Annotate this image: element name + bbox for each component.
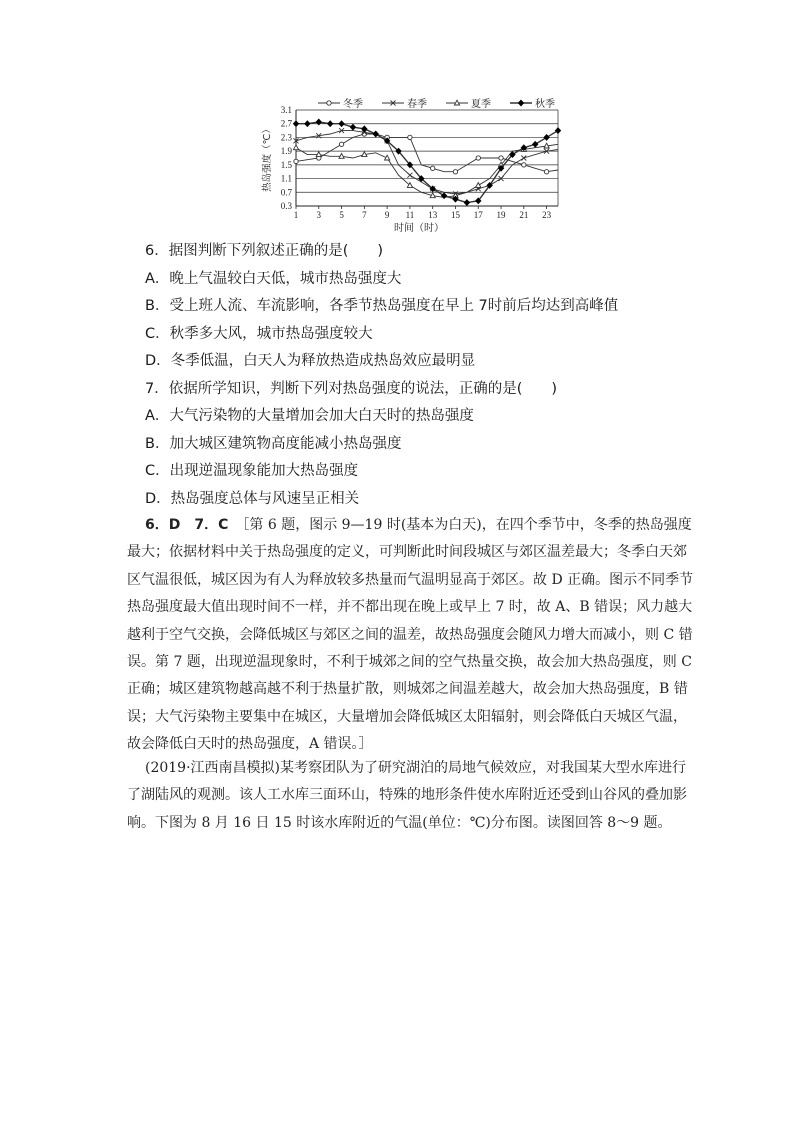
question-6-option-a: A．晚上气温较白天低，城市热岛强度大 — [145, 270, 402, 287]
series-line — [296, 122, 558, 203]
x-tick-label: 13 — [428, 210, 438, 220]
data-point — [522, 163, 526, 167]
data-point — [339, 121, 345, 127]
answer-explanation — [127, 512, 713, 759]
question-7-option-a: A．大气污染物的大量增加会加大白天时的热岛强度 — [145, 408, 474, 424]
next-question-intro — [127, 755, 717, 837]
series-1 — [294, 132, 558, 174]
y-tick-label: 1.1 — [280, 173, 292, 184]
data-point — [544, 134, 550, 140]
question-7-option-c: C．出现逆温现象能加大热岛强度 — [145, 463, 359, 479]
y-tick-label: 2.7 — [280, 118, 292, 129]
data-point — [476, 183, 481, 188]
x-tick-label: 5 — [339, 210, 344, 220]
question-6-option-c: C．秋季多大风，城市热岛强度较大 — [145, 325, 373, 342]
data-point — [327, 101, 331, 105]
question-7-option-b: B．加大城区建筑物高度能减小热岛强度 — [145, 435, 402, 452]
data-point — [555, 128, 561, 134]
data-point — [430, 166, 434, 170]
answer-line: 区气温很低，城区因为有人为释放较多热量而气温明显高于郊区。故 D 正确。图示不同季节 — [127, 571, 694, 588]
y-tick-label: 1.5 — [280, 159, 292, 170]
data-point — [373, 131, 379, 137]
answer-line: 最大；依据材料中关于热岛强度的定义，可判断此时间段城区与郊区温差最大；冬季白天郊 — [127, 544, 687, 561]
answer-line: 误。第 7 题，出现逆温现象时，不利于城郊之间的空气热量交换，故会加大热岛强度，则 C — [127, 653, 692, 670]
x-tick-label: 1 — [293, 210, 299, 220]
data-point — [518, 100, 524, 106]
data-point — [293, 121, 299, 127]
chart-svg — [258, 96, 570, 236]
legend-label: 冬季 — [343, 99, 363, 110]
data-point — [350, 124, 356, 130]
y-tick-label: 3.1 — [280, 105, 292, 115]
data-point — [441, 193, 447, 199]
data-point — [532, 141, 538, 147]
answer-line — [145, 512, 713, 539]
data-point — [294, 159, 298, 163]
legend-label: 夏季 — [471, 99, 491, 110]
x-tick-label: 23 — [542, 210, 552, 220]
answer-line: 正确；城区建筑物越高越不利于热量扩散，则城郊之间温差越大，故会加大热岛强度，B 错 — [127, 681, 688, 698]
question-6-option-d: D．冬季低温，白天人为释放热造成热岛效应最明显 — [145, 353, 476, 369]
question-6-option-b: B．受上班人流、车流影响，各季节热岛强度在早上 7时前后均达到高峰值 — [145, 298, 619, 314]
answer-line: 热岛强度最大值出现时间不一样，并不都出现在晚上或早上 7 时，故 A、B 错误；风力越大 — [127, 599, 693, 616]
y-tick-label: 1.9 — [280, 146, 292, 157]
x-tick-label: 7 — [362, 210, 367, 220]
x-tick-label: 19 — [496, 210, 506, 220]
data-point — [316, 119, 322, 125]
question-7-stem: 7．依据所学知识，判断下列对热岛强度的说法，正确的是( ) — [145, 380, 558, 397]
y-tick-label: 2.3 — [280, 132, 292, 143]
x-tick-label: 17 — [473, 210, 483, 220]
y-axis-label: 热岛强度（℃） — [262, 124, 273, 192]
y-tick-label: 0.3 — [280, 201, 292, 211]
answer-line: 故会降低白天时的热岛强度，A 错误。］ — [127, 736, 373, 753]
answer-key: 6．D 7．C — [145, 517, 229, 533]
intro-line: 了湖陆风的观测。该人工水库三面环山，特殊的地形条件使水库附近还受到山谷风的叠加影 — [127, 787, 687, 804]
intro-line: 响。下图为 8 月 16 日 15 时该水库附近的气温(单位：℃)分布图。读图回答 8～9 题。 — [127, 814, 672, 831]
data-point — [521, 156, 526, 161]
question-7-option-d: D．热岛强度总体与风速呈正相关 — [145, 490, 360, 507]
x-tick-label: 15 — [450, 210, 460, 220]
series-line — [296, 144, 558, 197]
data-point — [305, 121, 311, 127]
answer-line: 越利于空气交换，会降低城区与郊区之间的温差，故热岛强度会随风力增大而减小，则 C 错 — [127, 626, 693, 643]
data-point — [464, 200, 470, 206]
data-point — [327, 121, 333, 127]
answer-line: 误；大气污染物主要集中在城区，大量增加会降低城区太阳辐射，则会降低白天城区气温， — [127, 708, 687, 725]
series-2 — [294, 128, 559, 196]
intro-line: (2019·江西南昌模拟)某考察团队为了研究湖泊的局地气候效应，对我国某大型水库进行 — [145, 760, 687, 776]
data-point — [339, 142, 343, 146]
series-line — [296, 134, 558, 172]
question-6-stem: 6．据图判断下列叙述正确的是( ) — [145, 243, 384, 259]
data-point — [407, 173, 412, 178]
data-point — [453, 170, 457, 174]
data-point — [499, 156, 503, 160]
answer-text: ［第 6 题，图示 9—19 时(基本为白天)，在四个季节中，冬季的热岛强度 — [242, 517, 692, 533]
x-tick-label: 3 — [316, 210, 322, 220]
data-point — [544, 170, 548, 174]
question-block — [145, 238, 665, 513]
data-point — [408, 135, 412, 139]
legend-label: 春季 — [407, 99, 427, 110]
data-point — [293, 145, 298, 150]
heat-island-chart — [258, 96, 570, 236]
y-tick-label: 0.7 — [280, 187, 292, 198]
x-tick-label: 11 — [405, 210, 415, 220]
legend — [318, 97, 555, 110]
x-axis-label: 时间（时） — [394, 223, 444, 234]
x-tick-label: 21 — [519, 210, 529, 220]
x-tick-label: 9 — [384, 210, 390, 220]
data-point — [476, 156, 480, 160]
legend-label: 秋季 — [535, 99, 555, 110]
